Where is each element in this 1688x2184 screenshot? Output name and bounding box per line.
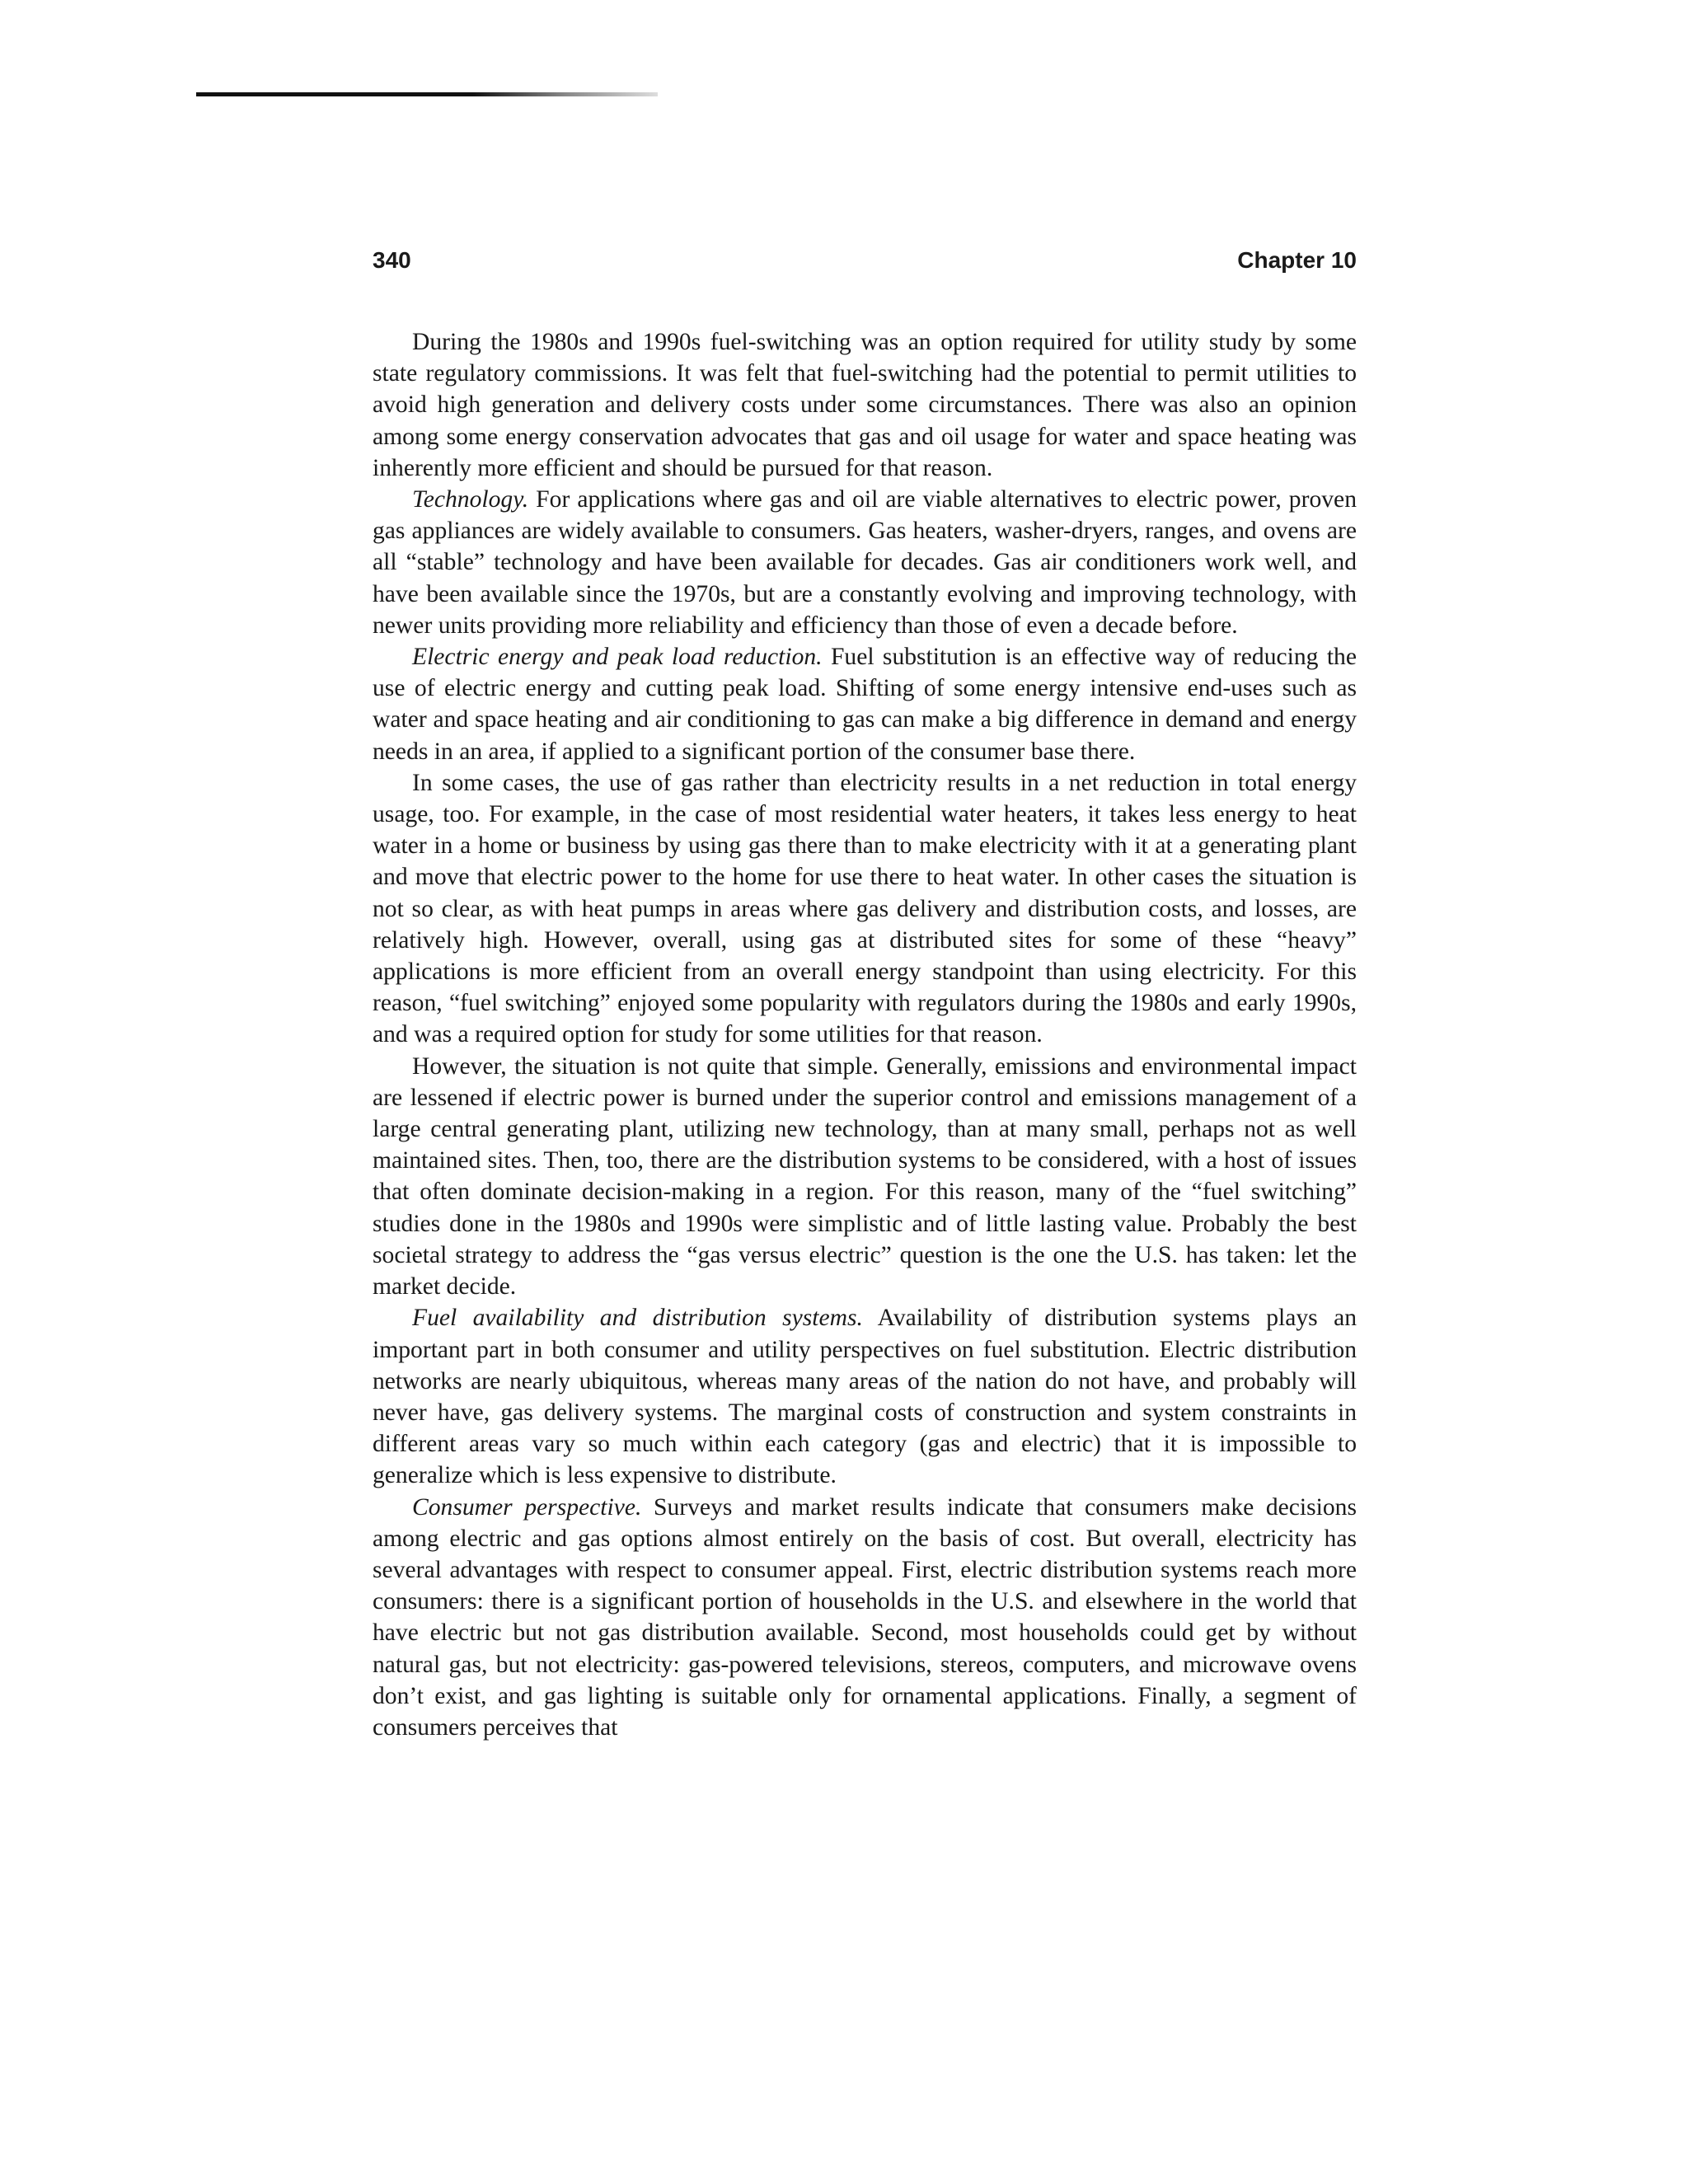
paragraph-text: However, the situation is not quite that simple. Generally, emissions and environmental impact are lessened if electric power is burned under the superior control and emissions management of a large central generating plant, utilizing new technology, than at many small, perhaps not as well maintained sites. Then, too, there are the distribution systems to be considered, with a host of issues that often dominate decision-making in a region. For this reason, many of the “fuel switching” studies done in the 1980s and 1990s were simplistic and of little lasting value. Probably the best societal strategy to address the “gas versus electric” question is the one the U.S. has taken: let the market decide. [373, 1052, 1357, 1301]
paragraph-consumer-perspective [373, 1492, 1357, 1744]
run-in-heading: Technology. [412, 486, 529, 513]
paragraph-text: Fuel substitution is an effective way of reducing the use of electric energy and cutting peak load. Shifting of some energy intensive end-uses such as water and space heating and air conditioning to gas can make a big difference in demand and energy needs in an area, if applied to a significant portion of the consumer base there. [373, 644, 1357, 765]
paragraph-net-reduction [373, 767, 1357, 1051]
paragraph-technology [373, 484, 1357, 641]
paragraph-fuel-availability [373, 1302, 1357, 1491]
run-in-heading: Electric energy and peak load reduction. [412, 644, 823, 671]
paragraph-text: Surveys and market results indicate that consumers make decisions among electric and gas options almost entirely on the basis of cost. But overall, electricity has several advantages with respect to consumer appeal. First, electric distribution systems reach more consumers: there is a significant portion of households in the U.S. and elsewhere in the world that have electric but not gas distribution available. Second, most households could get by without natural gas, but not electricity: gas-powered televisions, stereos, computers, and microwave ovens don’t exist, and gas lighting is suitable only for ornamental applications. Finally, a segment of consumers perceives that [373, 1493, 1357, 1741]
body-text [373, 326, 1357, 1743]
top-rule [196, 92, 658, 96]
paragraph-text: In some cases, the use of gas rather than electricity results in a net reduction in total energy usage, too. For example, in the case of most residential water heaters, it takes less energy to heat water in a home or business by using gas there than to make electricity with it at a generating plant and move that electric power to the home for use there to heat water. In other cases the situation is not so clear, as with heat pumps in areas where gas delivery and distribution costs, and losses, are relatively high. However, overall, using gas at distributed sites for some of these “heavy” applications is more efficient from an overall energy standpoint than using electricity. For this reason, “fuel switching” enjoyed some popularity with regulators during the 1980s and early 1990s, and was a required option for study for some utilities for that reason. [373, 769, 1357, 1048]
page-number: 340 [373, 247, 411, 273]
paragraph-fuel-switching-intro [373, 326, 1357, 484]
run-in-heading: Consumer perspective. [412, 1493, 642, 1521]
run-in-heading: Fuel availability and distribution systems. [412, 1305, 863, 1332]
chapter-label: Chapter 10 [1237, 247, 1357, 273]
running-head [373, 247, 1357, 280]
paragraph-text: During the 1980s and 1990s fuel-switching was an option required for utility study by some state regulatory commissions. It was felt that fuel-switching had the potential to permit utilities to avoid high generation and delivery costs under some circumstances. There was also an opinion among some energy conservation advocates that gas and oil usage for water and space heating was inherently more efficient and should be pursued for that reason. [373, 329, 1357, 481]
paragraph-text: For applications where gas and oil are viable alternatives to electric power, proven gas appliances are widely available to consumers. Gas heaters, washer-dryers, ranges, and ovens are all “stable” technology and have been available for decades. Gas air conditioners work well, and have been available since the 1970s, but are a constantly evolving and improving technology, with newer units providing more reliability and efficiency than those of even a decade before. [373, 486, 1357, 639]
paragraph-text: Availability of distribution systems plays an important part in both consumer and utility perspectives on fuel substitution. Electric distribution networks are nearly ubiquitous, whereas many areas of the nation do not have, and probably will never have, gas delivery systems. The marginal costs of construction and system constraints in different areas vary so much within each category (gas and electric) that it is impossible to generalize which is less expensive to distribute. [373, 1305, 1357, 1489]
paragraph-not-simple [373, 1051, 1357, 1303]
paragraph-peak-load-reduction [373, 641, 1357, 767]
